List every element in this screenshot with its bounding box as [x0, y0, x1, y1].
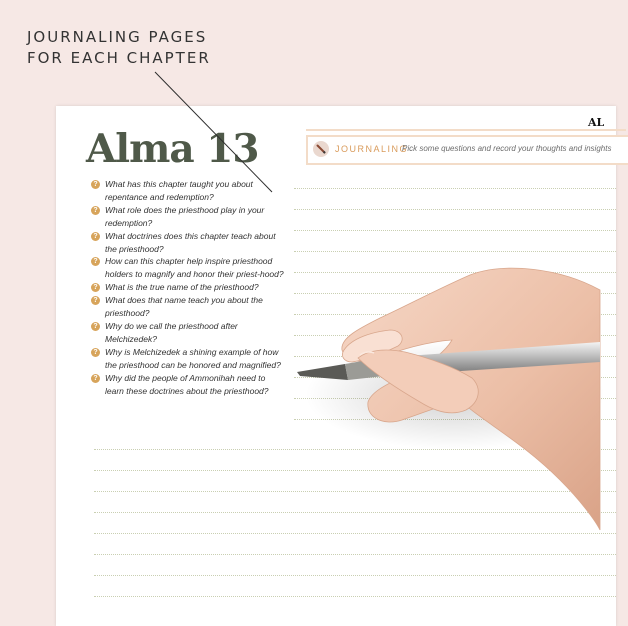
question-mark-icon: ? [91, 180, 100, 189]
question-mark-icon: ? [91, 232, 100, 241]
question-text: What is the true name of the priesthood? [105, 282, 259, 293]
question-text: Why do we call the priesthood after Melchizedek? [105, 320, 238, 344]
page-corner-heading: AL [588, 116, 605, 129]
question-text: What role does the priesthood play in your redemption? [105, 204, 265, 228]
promo-line-1: JOURNALING PAGES [27, 28, 208, 46]
question-mark-icon: ? [91, 374, 100, 383]
question-text: What doctrines does this chapter teach about the priesthood? [105, 230, 276, 254]
pen-tip [297, 364, 348, 380]
journaling-label: JOURNALING [335, 144, 409, 154]
question-mark-icon: ? [91, 257, 100, 266]
question-mark-icon: ? [91, 206, 100, 215]
question-mark-icon: ? [91, 296, 100, 305]
journaling-prompt: Pick some questions and record your thoughts and insights [402, 144, 612, 153]
promo-line-2: FOR EACH CHAPTER [27, 49, 211, 67]
question-text: What does that name teach you about the priesthood? [105, 295, 263, 319]
question-mark-icon: ? [91, 322, 100, 331]
question-mark-icon: ? [91, 348, 100, 357]
question-text: Why did the people of Ammonihah need to learn these doctrines about the priesthood? [105, 372, 269, 396]
chapter-title: Alma 13 [86, 126, 259, 172]
question-text: Why is Melchizedek a shining example of how the priesthood can be honored and magnified? [105, 346, 281, 370]
question-mark-icon: ? [91, 283, 100, 292]
question-text: How can this chapter help inspire priesthood holders to magnify and honor their priest-hood? [105, 256, 284, 280]
question-text: What has this chapter taught you about repentance and redemption? [105, 179, 253, 202]
